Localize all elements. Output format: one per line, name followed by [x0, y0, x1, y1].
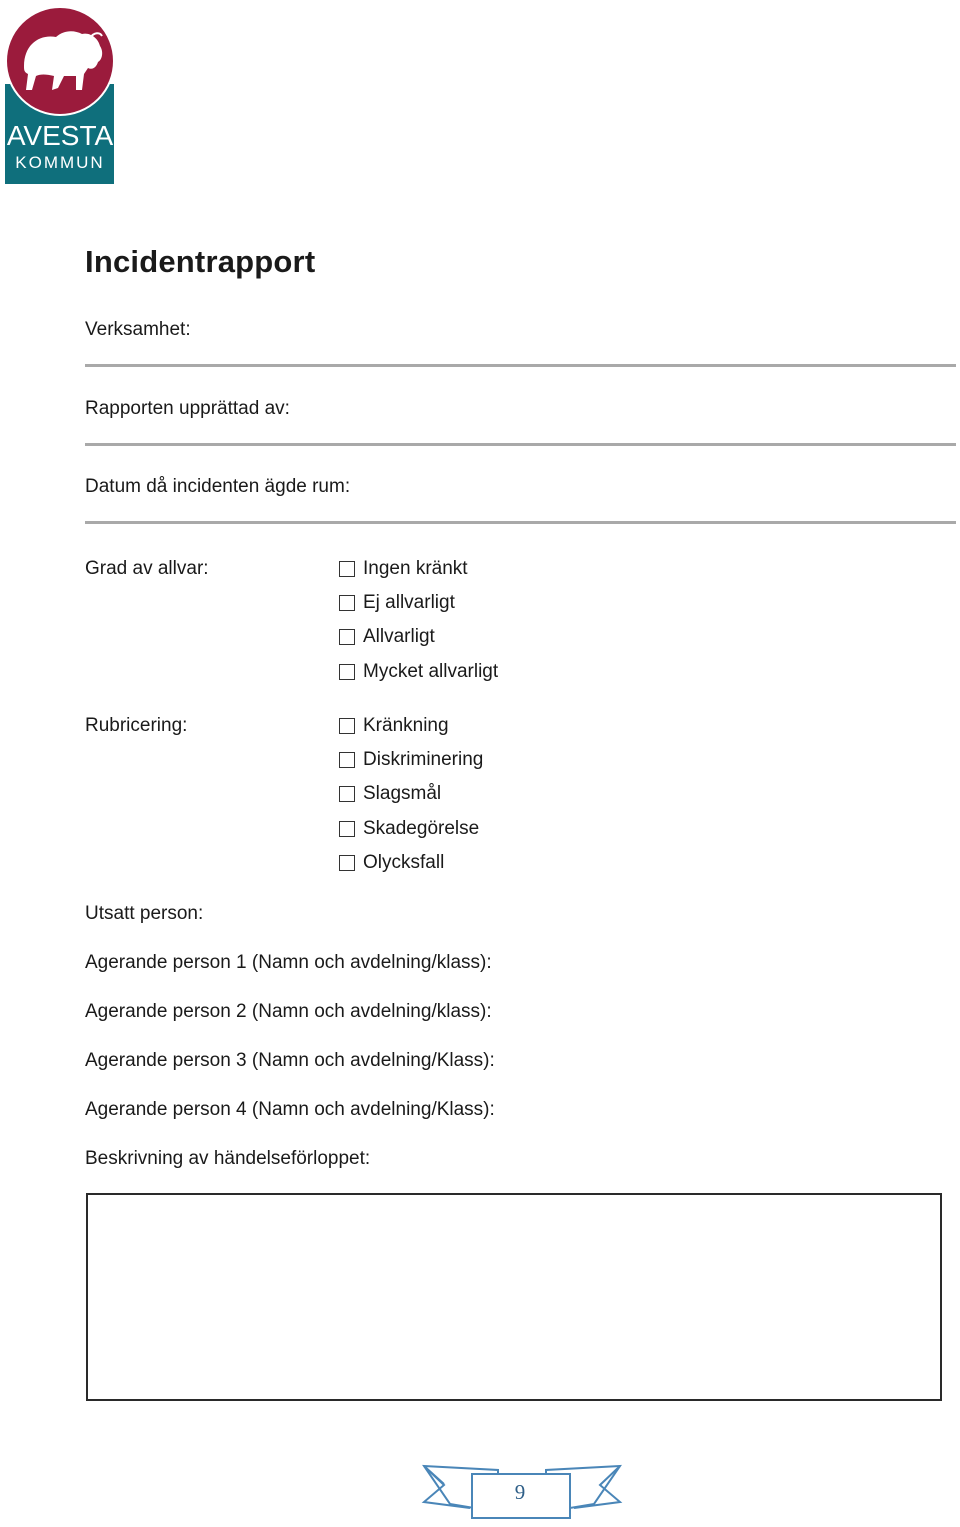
checkbox[interactable] [339, 629, 355, 645]
option-label: Diskriminering [363, 749, 484, 770]
severity-option[interactable] [339, 624, 435, 650]
verksamhet-label: Verksamhet: [85, 319, 191, 340]
severity-option[interactable] [339, 659, 498, 685]
agerande-person-3-label: Agerande person 3 (Namn och avdelning/Klass): [85, 1050, 495, 1071]
logo-text-avesta: AVESTA [6, 120, 114, 151]
category-option[interactable] [339, 850, 444, 876]
option-label: Allvarligt [363, 626, 435, 647]
option-label: Ej allvarligt [363, 592, 455, 613]
rapporten-label: Rapporten upprättad av: [85, 398, 290, 419]
description-textbox[interactable] [86, 1193, 942, 1401]
category-option[interactable] [339, 747, 483, 773]
page-title: Incidentrapport [85, 244, 316, 279]
severity-option[interactable] [339, 590, 455, 616]
agerande-person-1-label: Agerande person 1 (Namn och avdelning/klass): [85, 952, 492, 973]
option-label: Mycket allvarligt [363, 661, 499, 682]
checkbox[interactable] [339, 664, 355, 680]
logo-text-kommun: KOMMUN [15, 153, 105, 172]
checkbox[interactable] [339, 718, 355, 734]
datum-line[interactable] [85, 521, 956, 524]
checkbox[interactable] [339, 821, 355, 837]
avesta-kommun-logo [4, 4, 116, 186]
category-option[interactable] [339, 816, 479, 842]
verksamhet-line[interactable] [85, 364, 956, 367]
datum-label: Datum då incidenten ägde rum: [85, 476, 351, 497]
agerande-person-4-label: Agerande person 4 (Namn och avdelning/Klass): [85, 1099, 495, 1120]
checkbox[interactable] [339, 752, 355, 768]
checkbox[interactable] [339, 786, 355, 802]
severity-option[interactable] [339, 556, 468, 582]
category-option[interactable] [339, 781, 441, 807]
option-label: Ingen kränkt [363, 558, 468, 579]
option-label: Kränkning [363, 715, 449, 736]
agerande-person-2-label: Agerande person 2 (Namn och avdelning/klass): [85, 1001, 492, 1022]
checkbox[interactable] [339, 561, 355, 577]
option-label: Olycksfall [363, 852, 445, 873]
description-label: Beskrivning av händelseförloppet: [85, 1148, 371, 1169]
category-option[interactable] [339, 713, 449, 739]
page-number: 9 [514, 1480, 526, 1504]
checkbox[interactable] [339, 595, 355, 611]
utsatt-person-label: Utsatt person: [85, 903, 204, 924]
option-label: Skadegörelse [363, 818, 480, 839]
rapporten-line[interactable] [85, 443, 956, 446]
option-label: Slagsmål [363, 783, 442, 804]
checkbox[interactable] [339, 855, 355, 871]
severity-label: Grad av allvar: [85, 558, 209, 579]
category-label: Rubricering: [85, 715, 188, 736]
